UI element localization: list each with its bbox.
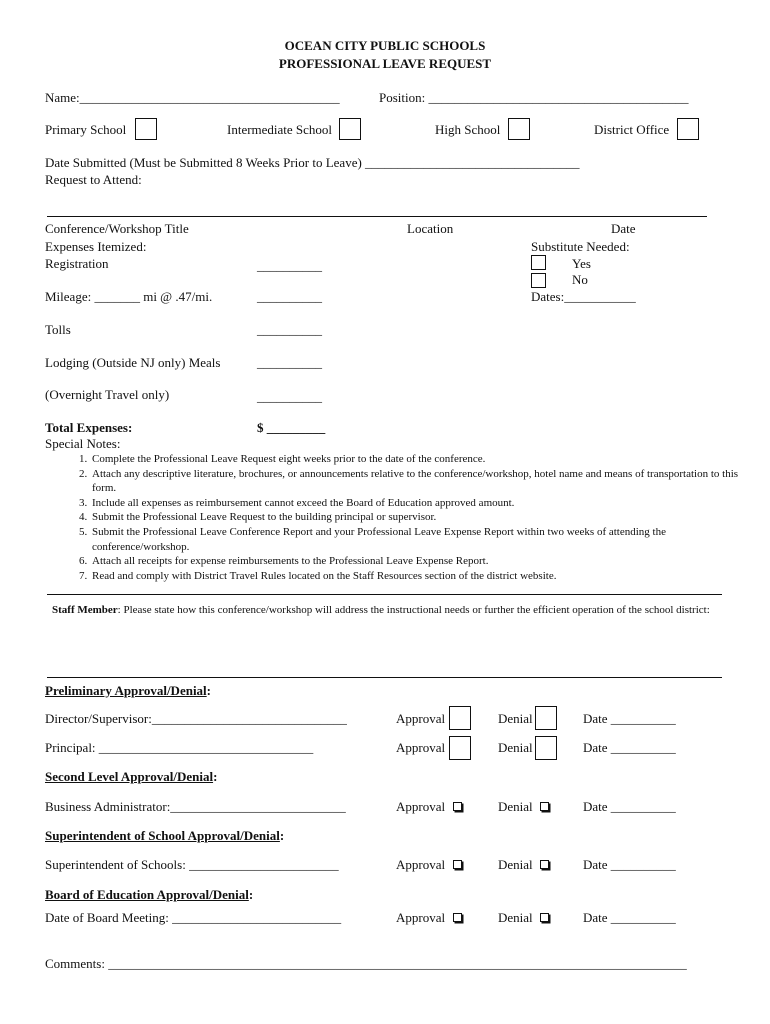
business-admin-denial-checkbox[interactable] <box>540 802 549 811</box>
high-school-checkbox[interactable] <box>508 118 530 140</box>
overnight-blank[interactable]: __________ <box>257 389 322 404</box>
note-item: 2. Attach any descriptive literature, brochures, or announcements relative to the conference/workshop, hotel name and means of transportation to this form. <box>90 467 755 496</box>
board-meeting-date-field[interactable]: Date of Board Meeting: __________________________ <box>45 910 342 925</box>
principal-approval-checkbox[interactable] <box>449 736 471 760</box>
lodging-blank[interactable]: __________ <box>257 355 322 370</box>
business-admin-approval-label: Approval <box>396 799 446 814</box>
conference-title-label: Conference/Workshop Title <box>45 221 189 236</box>
date-label: Date <box>611 221 636 236</box>
staff-member-label: Staff Member <box>52 604 118 616</box>
second-level-heading: Second Level Approval/Denial: <box>45 769 218 784</box>
substitute-dates-field[interactable]: Dates:___________ <box>531 289 636 304</box>
board-approval-checkbox[interactable] <box>453 913 462 922</box>
substitute-no-label: No <box>572 272 588 287</box>
overnight-label: (Overnight Travel only) <box>45 387 170 402</box>
primary-school-checkbox[interactable] <box>135 118 157 140</box>
total-expenses-blank[interactable]: $ _________ <box>257 420 326 435</box>
business-admin-denial-label: Denial <box>498 799 533 814</box>
conference-title-line[interactable] <box>47 216 707 217</box>
form-title: PROFESSIONAL LEAVE REQUEST <box>278 56 492 71</box>
board-denial-checkbox[interactable] <box>540 913 549 922</box>
date-submitted-field[interactable]: Date Submitted (Must be Submitted 8 Weeks Prior to Leave) _________________________________ <box>45 155 580 170</box>
staff-member-text: : Please state how this conference/workshop will address the instructional needs or further the efficient operation of the school district: <box>117 604 710 616</box>
note-item: 1. Complete the Professional Leave Request eight weeks prior to the date of the conference. <box>90 452 755 467</box>
request-to-attend-label: Request to Attend: <box>45 172 142 187</box>
note-item: 7. Read and comply with District Travel Rules located on the Staff Resources section of the district website. <box>90 569 755 584</box>
primary-school-label: Primary School <box>45 122 127 137</box>
director-denial-label: Denial <box>498 711 533 726</box>
superintendent-approval-label: Approval <box>396 857 446 872</box>
expenses-itemized-label: Expenses Itemized: <box>45 239 147 254</box>
note-item: 4. Submit the Professional Leave Request to the building principal or supervisor. <box>90 510 755 525</box>
note-item: 5. Submit the Professional Leave Conference Report and your Professional Leave Expense Report within two weeks of attending the conference/workshop. <box>90 525 755 554</box>
org-name: OCEAN CITY PUBLIC SCHOOLS <box>284 38 486 53</box>
staff-member-prompt <box>52 602 717 618</box>
board-denial-label: Denial <box>498 910 533 925</box>
divider-line <box>47 594 722 595</box>
registration-blank[interactable]: __________ <box>257 258 322 273</box>
location-label: Location <box>407 221 454 236</box>
mileage-field[interactable]: Mileage: _______ mi @ .47/mi. <box>45 289 213 304</box>
staff-response-line[interactable] <box>47 677 722 678</box>
total-expenses-label: Total Expenses: <box>45 420 133 435</box>
board-date-field[interactable]: Date __________ <box>583 910 676 925</box>
principal-signature-field[interactable]: Principal: _________________________________ <box>45 740 314 755</box>
position-field[interactable]: Position: ________________________________________ <box>379 90 689 105</box>
note-item: 3. Include all expenses as reimbursement cannot exceed the Board of Education approved amount. <box>90 496 755 511</box>
preliminary-approval-heading: Preliminary Approval/Denial: <box>45 683 212 698</box>
district-office-checkbox[interactable] <box>677 118 699 140</box>
intermediate-school-checkbox[interactable] <box>339 118 361 140</box>
board-heading: Board of Education Approval/Denial: <box>45 887 254 902</box>
board-approval-label: Approval <box>396 910 446 925</box>
director-signature-field[interactable]: Director/Supervisor:______________________________ <box>45 711 347 726</box>
director-approval-checkbox[interactable] <box>449 706 471 730</box>
substitute-needed-label: Substitute Needed: <box>531 239 630 254</box>
tolls-label: Tolls <box>45 322 71 337</box>
principal-denial-checkbox[interactable] <box>535 736 557 760</box>
tolls-blank[interactable]: __________ <box>257 322 322 337</box>
mileage-blank[interactable]: __________ <box>257 289 322 304</box>
business-admin-signature-field[interactable]: Business Administrator:___________________________ <box>45 799 346 814</box>
superintendent-date-field[interactable]: Date __________ <box>583 857 676 872</box>
substitute-yes-checkbox[interactable] <box>531 255 546 270</box>
principal-approval-label: Approval <box>396 740 446 755</box>
special-notes-list <box>62 452 755 583</box>
superintendent-signature-field[interactable]: Superintendent of Schools: _______________________ <box>45 857 339 872</box>
superintendent-denial-label: Denial <box>498 857 533 872</box>
substitute-yes-label: Yes <box>572 256 591 271</box>
superintendent-heading: Superintendent of School Approval/Denial: <box>45 828 285 843</box>
comments-field[interactable]: Comments: _________________________________________________________________________________________ <box>45 956 687 971</box>
business-admin-approval-checkbox[interactable] <box>453 802 462 811</box>
district-office-label: District Office <box>594 122 670 137</box>
high-school-label: High School <box>435 122 501 137</box>
special-notes-heading: Special Notes: <box>45 436 121 451</box>
business-admin-date-field[interactable]: Date __________ <box>583 799 676 814</box>
superintendent-approval-checkbox[interactable] <box>453 860 462 869</box>
note-item: 6. Attach all receipts for expense reimbursements to the Professional Leave Expense Report. <box>90 554 755 569</box>
principal-date-field[interactable]: Date __________ <box>583 740 676 755</box>
superintendent-denial-checkbox[interactable] <box>540 860 549 869</box>
name-field[interactable]: Name:________________________________________ <box>45 90 340 105</box>
director-approval-label: Approval <box>396 711 446 726</box>
lodging-label: Lodging (Outside NJ only) Meals <box>45 355 221 370</box>
registration-label: Registration <box>45 256 109 271</box>
substitute-no-checkbox[interactable] <box>531 273 546 288</box>
intermediate-school-label: Intermediate School <box>227 122 333 137</box>
principal-denial-label: Denial <box>498 740 533 755</box>
director-date-field[interactable]: Date __________ <box>583 711 676 726</box>
director-denial-checkbox[interactable] <box>535 706 557 730</box>
